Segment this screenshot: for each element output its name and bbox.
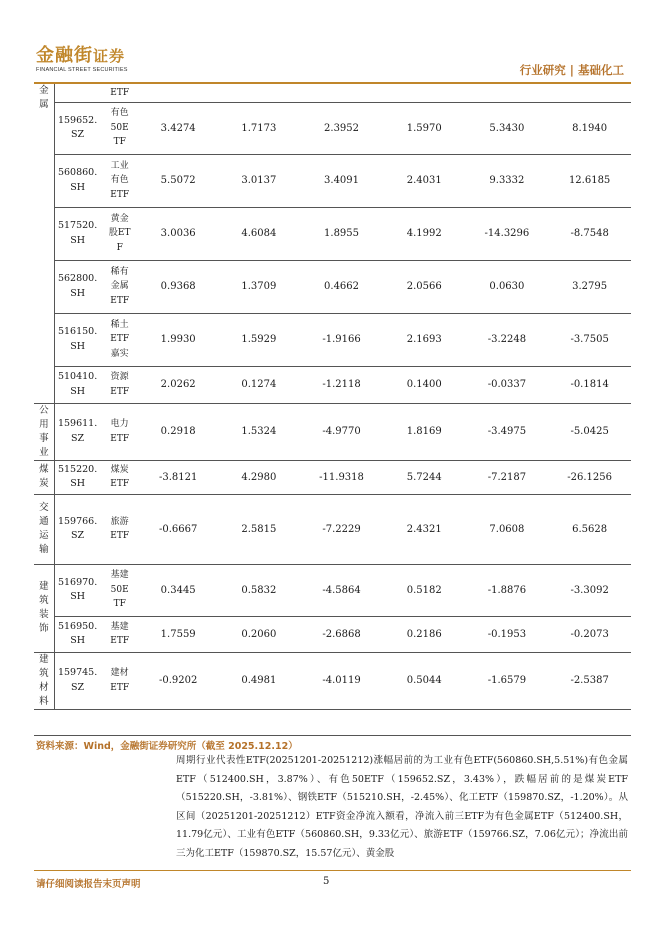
- value-cell: 1.5324: [218, 403, 301, 460]
- value-cell: -3.7505: [548, 313, 631, 366]
- etf-name-cell: 建材ETF: [101, 652, 139, 709]
- table-row: [34, 564, 631, 616]
- etf-name-cell: 煤炭ETF: [101, 460, 139, 494]
- etf-name-cell: 黄金股ETF: [101, 207, 139, 260]
- value-cell: [466, 84, 549, 102]
- value-cell: -7.2187: [466, 460, 549, 494]
- logo-english: FINANCIAL STREET SECURITIES: [36, 67, 128, 73]
- category-cell: 煤炭: [34, 460, 54, 494]
- category-cell: 金属: [34, 84, 54, 403]
- etf-performance-table: [34, 84, 631, 710]
- value-cell: 5.7244: [383, 460, 466, 494]
- value-cell: 3.4091: [300, 154, 383, 207]
- table-row: [34, 652, 631, 709]
- value-cell: -1.6579: [466, 652, 549, 709]
- value-cell: 2.4031: [383, 154, 466, 207]
- value-cell: 1.7559: [139, 616, 218, 652]
- etf-name-cell: 基建50ETF: [101, 564, 139, 616]
- value-cell: 1.5929: [218, 313, 301, 366]
- etf-name-cell: 稀土ETF嘉实: [101, 313, 139, 366]
- etf-code-cell: 560860.SH: [54, 154, 100, 207]
- report-category: 行业研究 | 基础化工: [519, 63, 624, 77]
- value-cell: -0.2073: [548, 616, 631, 652]
- value-cell: -0.0337: [466, 366, 549, 403]
- value-cell: -2.6868: [300, 616, 383, 652]
- value-cell: 3.0137: [218, 154, 301, 207]
- etf-code-cell: [54, 84, 100, 102]
- company-logo: [36, 46, 156, 80]
- value-cell: -11.9318: [300, 460, 383, 494]
- etf-code-cell: 159766.SZ: [54, 494, 100, 564]
- value-cell: 2.1693: [383, 313, 466, 366]
- value-cell: 5.5072: [139, 154, 218, 207]
- value-cell: 3.4274: [139, 102, 218, 154]
- etf-code-cell: 510410.SH: [54, 366, 100, 403]
- value-cell: -4.5864: [300, 564, 383, 616]
- value-cell: 4.6084: [218, 207, 301, 260]
- value-cell: -3.4975: [466, 403, 549, 460]
- value-cell: 0.1274: [218, 366, 301, 403]
- etf-name-cell: 资源ETF: [101, 366, 139, 403]
- value-cell: -0.1953: [466, 616, 549, 652]
- etf-code-cell: 516950.SH: [54, 616, 100, 652]
- value-cell: -4.9770: [300, 403, 383, 460]
- value-cell: 0.5832: [218, 564, 301, 616]
- value-cell: 0.9368: [139, 260, 218, 313]
- value-cell: 8.1940: [548, 102, 631, 154]
- etf-name-cell: 稀有金属ETF: [101, 260, 139, 313]
- etf-code-cell: 562800.SH: [54, 260, 100, 313]
- etf-name-cell: 电力ETF: [101, 403, 139, 460]
- table-row: [34, 207, 631, 260]
- etf-name-cell: 旅游ETF: [101, 494, 139, 564]
- value-cell: -1.8876: [466, 564, 549, 616]
- table-row: [34, 494, 631, 564]
- etf-code-cell: 515220.SH: [54, 460, 100, 494]
- value-cell: 12.6185: [548, 154, 631, 207]
- value-cell: 1.3709: [218, 260, 301, 313]
- value-cell: [218, 84, 301, 102]
- value-cell: 0.5044: [383, 652, 466, 709]
- value-cell: 1.9930: [139, 313, 218, 366]
- table-row: [34, 84, 631, 102]
- value-cell: 9.3332: [466, 154, 549, 207]
- value-cell: [383, 84, 466, 102]
- value-cell: 1.5970: [383, 102, 466, 154]
- value-cell: 1.8955: [300, 207, 383, 260]
- category-cell: 交通运输: [34, 494, 54, 564]
- body-paragraph: 周期行业代表性ETF(20251201-20251212)涨幅居前的为工业有色ETF(560860.SH,5.51%)有色金属ETF（512400.SH，3.87%）、有色50ETF（159652.SZ，3.43%），跌幅居前的是煤炭ETF（515220.SH，-3.81%）、钢铁ETF（515210.SH，-2.45%）、化工ETF（159870.SZ，-1.20%）。从区间（20251201-20251212）ETF资金净流入额看，净流入前三ETF为有色金属ETF（512400.SH，11.79亿元）、工业有色ETF（560860.SH，9.33亿元）、旅游ETF（159766.SZ，7.06亿元）；净流出前三为化工ETF（159870.SZ，15.57亿元）、黄金股: [176, 755, 628, 859]
- value-cell: 0.3445: [139, 564, 218, 616]
- value-cell: 4.1992: [383, 207, 466, 260]
- etf-code-cell: 517520.SH: [54, 207, 100, 260]
- footer-divider: [34, 870, 631, 871]
- value-cell: 3.2795: [548, 260, 631, 313]
- value-cell: 0.4981: [218, 652, 301, 709]
- logo-sub-text: 证券: [93, 47, 126, 65]
- value-cell: 2.3952: [300, 102, 383, 154]
- value-cell: [300, 84, 383, 102]
- value-cell: 0.0630: [466, 260, 549, 313]
- value-cell: 3.0036: [139, 207, 218, 260]
- source-note: 资料来源：Wind，金融街证券研究所（截至 2025.12.12）: [36, 741, 298, 752]
- value-cell: -8.7548: [548, 207, 631, 260]
- value-cell: 1.7173: [218, 102, 301, 154]
- value-cell: -7.2229: [300, 494, 383, 564]
- value-cell: -3.2248: [466, 313, 549, 366]
- value-cell: -4.0119: [300, 652, 383, 709]
- etf-name-cell: 有色50ETF: [101, 102, 139, 154]
- table-row: [34, 260, 631, 313]
- value-cell: 1.8169: [383, 403, 466, 460]
- table-row: [34, 154, 631, 207]
- table-row: [34, 102, 631, 154]
- value-cell: [139, 84, 218, 102]
- value-cell: -5.0425: [548, 403, 631, 460]
- etf-name-cell: 工业有色ETF: [101, 154, 139, 207]
- table-row: [34, 313, 631, 366]
- page-number: 5: [323, 876, 330, 887]
- value-cell: -0.1814: [548, 366, 631, 403]
- value-cell: 2.5815: [218, 494, 301, 564]
- value-cell: 0.5182: [383, 564, 466, 616]
- table-row: [34, 616, 631, 652]
- value-cell: 0.2060: [218, 616, 301, 652]
- disclaimer-note: 请仔细阅读报告末页声明: [36, 879, 141, 890]
- value-cell: 0.1400: [383, 366, 466, 403]
- value-cell: -1.9166: [300, 313, 383, 366]
- value-cell: [548, 84, 631, 102]
- etf-name-cell: 基建ETF: [101, 616, 139, 652]
- value-cell: -1.2118: [300, 366, 383, 403]
- value-cell: 7.0608: [466, 494, 549, 564]
- value-cell: 2.0262: [139, 366, 218, 403]
- category-cell: 建筑装饰: [34, 564, 54, 652]
- table-bottom-rule: [34, 735, 631, 736]
- table-row: [34, 460, 631, 494]
- value-cell: -0.9202: [139, 652, 218, 709]
- etf-code-cell: 159611.SZ: [54, 403, 100, 460]
- etf-code-cell: 159745.SZ: [54, 652, 100, 709]
- value-cell: 2.0566: [383, 260, 466, 313]
- category-cell: 建筑材料: [34, 652, 54, 709]
- value-cell: 6.5628: [548, 494, 631, 564]
- value-cell: 0.4662: [300, 260, 383, 313]
- value-cell: -2.5387: [548, 652, 631, 709]
- value-cell: -14.3296: [466, 207, 549, 260]
- value-cell: 0.2186: [383, 616, 466, 652]
- value-cell: 2.4321: [383, 494, 466, 564]
- value-cell: 0.2918: [139, 403, 218, 460]
- value-cell: 4.2980: [218, 460, 301, 494]
- value-cell: 5.3430: [466, 102, 549, 154]
- etf-code-cell: 516150.SH: [54, 313, 100, 366]
- value-cell: -3.3092: [548, 564, 631, 616]
- category-cell: 公用事业: [34, 403, 54, 460]
- table-row: [34, 366, 631, 403]
- value-cell: -26.1256: [548, 460, 631, 494]
- logo-main-text: 金融街: [36, 45, 93, 66]
- etf-name-cell: ETF: [101, 84, 139, 102]
- value-cell: -0.6667: [139, 494, 218, 564]
- value-cell: -3.8121: [139, 460, 218, 494]
- etf-code-cell: 516970.SH: [54, 564, 100, 616]
- etf-code-cell: 159652.SZ: [54, 102, 100, 154]
- table-row: [34, 403, 631, 460]
